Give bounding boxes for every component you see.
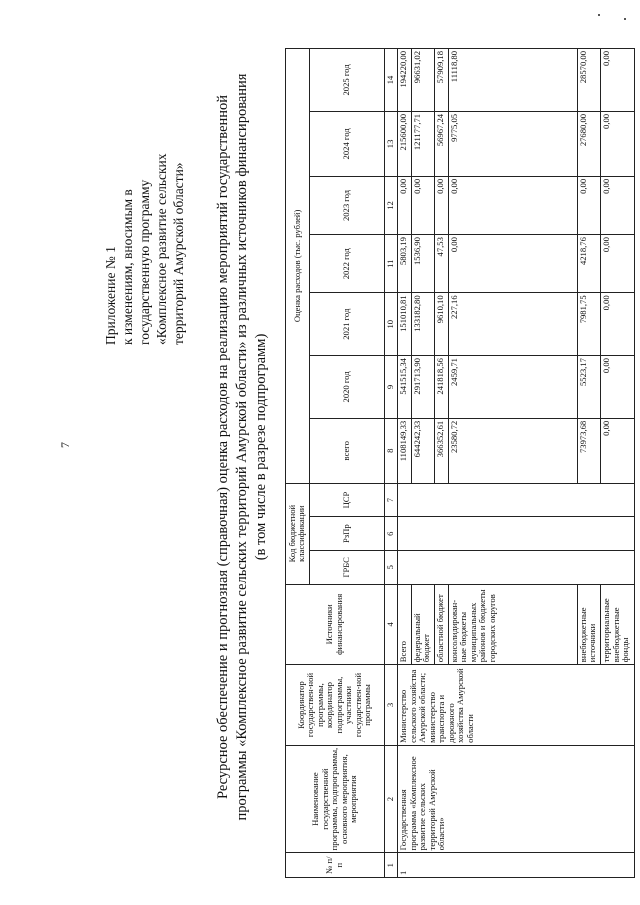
- value-cell: 291713,90: [411, 356, 435, 419]
- source-label: консолидирован-ные бюджеты муниципальных районов и бюджеты городских округов: [448, 584, 577, 665]
- value-cell: 0,00: [448, 176, 577, 234]
- value-cell: 366352,61: [435, 418, 448, 483]
- value-cell: 194220,00: [398, 49, 411, 112]
- title-line: (в том числе в разрезе подпрограмм): [253, 333, 269, 561]
- col-number: 6: [384, 517, 397, 551]
- page-number: 7: [58, 442, 72, 448]
- value-cell: 0,00: [411, 176, 435, 234]
- value-cell: 0,00: [398, 176, 411, 234]
- value-cell: 227,16: [448, 293, 577, 356]
- program-coordinator: Министерство сельского хозяйства Амурской области; министерство транспорта и дорожного хозяйства Амурской области: [398, 665, 635, 746]
- value-cell: 0,00: [601, 111, 635, 176]
- annex-line: территорий Амурской области»: [171, 162, 186, 345]
- col-number: 5: [384, 550, 397, 584]
- value-cell: 96631,02: [411, 49, 435, 112]
- col-number: 4: [384, 584, 397, 665]
- value-cell: 28570,00: [577, 49, 601, 112]
- header-2021: 2021 год: [309, 293, 384, 356]
- value-cell: 215600,00: [398, 111, 411, 176]
- document-title: [214, 62, 271, 832]
- source-label: территориальные внебюджетные фонды: [601, 584, 635, 665]
- grbs-cell: [398, 550, 635, 584]
- value-cell: 2459,71: [448, 356, 577, 419]
- title-line: программы «Комплексное развитие сельских территорий Амурской области» из различных источников финансирования: [234, 73, 250, 821]
- value-cell: 57909,18: [435, 49, 448, 112]
- value-cell: 5523,17: [577, 356, 601, 419]
- scan-speck: [598, 14, 600, 16]
- col-number: 2: [384, 745, 397, 853]
- header-2020: 2020 год: [309, 356, 384, 419]
- table-row: [398, 49, 411, 878]
- value-cell: 0,00: [601, 293, 635, 356]
- header-2022: 2022 год: [309, 235, 384, 293]
- header-coordinator: Координатор государствен-ной программы, координатор подпрограммы, участники государствен-ной программы: [286, 665, 385, 746]
- value-cell: 56967,24: [435, 111, 448, 176]
- col-number: 9: [384, 356, 397, 419]
- row-number: 1: [398, 853, 635, 878]
- value-cell: 0,00: [577, 176, 601, 234]
- value-cell: 0,00: [601, 418, 635, 483]
- value-cell: 0,00: [448, 235, 577, 293]
- value-cell: 47,53: [435, 235, 448, 293]
- value-cell: 11118,80: [448, 49, 577, 112]
- annex-line: «Комплексное развитие сельских: [154, 153, 169, 345]
- annex-header: [102, 15, 187, 345]
- header-source: Источники финансирования: [286, 584, 385, 665]
- header-csr: ЦСР: [309, 483, 384, 517]
- value-cell: 0,00: [435, 176, 448, 234]
- header-num: № п/п: [286, 853, 385, 878]
- value-cell: 644242,33: [411, 418, 435, 483]
- value-cell: 541515,34: [398, 356, 411, 419]
- scan-speck: [624, 18, 626, 20]
- col-number: 1: [384, 853, 397, 878]
- value-cell: 0,00: [601, 235, 635, 293]
- program-name: Государственная программа «Комплексное развитие сельских территорий Амурской области»: [398, 745, 635, 853]
- header-grbs: ГРБС: [309, 550, 384, 584]
- funding-table-wrapper: [285, 48, 635, 878]
- funding-table: [285, 48, 635, 878]
- value-cell: 133182,80: [411, 293, 435, 356]
- col-number: 10: [384, 293, 397, 356]
- header-2024: 2024 год: [309, 111, 384, 176]
- value-cell: 0,00: [601, 356, 635, 419]
- header-2023: 2023 год: [309, 176, 384, 234]
- value-cell: 1108149,33: [398, 418, 411, 483]
- value-cell: 0,00: [601, 176, 635, 234]
- annex-line: государственную программу: [137, 179, 152, 345]
- value-cell: 4218,76: [577, 235, 601, 293]
- source-label: федеральный бюджет: [411, 584, 435, 665]
- value-cell: 9610,10: [435, 293, 448, 356]
- header-estimate: Оценка расходов (тыс. рублей): [286, 49, 310, 484]
- col-number: 13: [384, 111, 397, 176]
- col-number: 8: [384, 418, 397, 483]
- header-2025: 2025 год: [309, 49, 384, 112]
- header-total: всего: [309, 418, 384, 483]
- col-number: 3: [384, 665, 397, 746]
- column-number-row: [384, 49, 397, 878]
- value-cell: 121177,71: [411, 111, 435, 176]
- header-rzpr: РзПр: [309, 517, 384, 551]
- value-cell: 151010,81: [398, 293, 411, 356]
- source-label: внебюджетные источники: [577, 584, 601, 665]
- value-cell: 0,00: [601, 49, 635, 112]
- col-number: 12: [384, 176, 397, 234]
- header-budget-code: Код бюджетной классификации: [286, 483, 310, 584]
- col-number: 14: [384, 49, 397, 112]
- header-name: Наименование государственной программы, подпрограммы, основного мероприятия, мероприятия: [286, 745, 385, 853]
- source-label: Всего: [398, 584, 411, 665]
- rzpr-cell: [398, 517, 635, 551]
- csr-cell: [398, 483, 635, 517]
- value-cell: 7981,75: [577, 293, 601, 356]
- value-cell: 23580,72: [448, 418, 577, 483]
- annex-line: к изменениям, вносимым в: [120, 189, 135, 345]
- value-cell: 241818,56: [435, 356, 448, 419]
- value-cell: 1536,90: [411, 235, 435, 293]
- title-line: Ресурсное обеспечение и прогнозная (справочная) оценка расходов на реализацию мероприятий государственной: [215, 94, 231, 800]
- col-number: 7: [384, 483, 397, 517]
- value-cell: 27680,00: [577, 111, 601, 176]
- value-cell: 73973,68: [577, 418, 601, 483]
- col-number: 11: [384, 235, 397, 293]
- value-cell: 5803,19: [398, 235, 411, 293]
- source-label: областной бюджет: [435, 584, 448, 665]
- annex-line: Приложение № 1: [103, 246, 118, 345]
- value-cell: 9775,05: [448, 111, 577, 176]
